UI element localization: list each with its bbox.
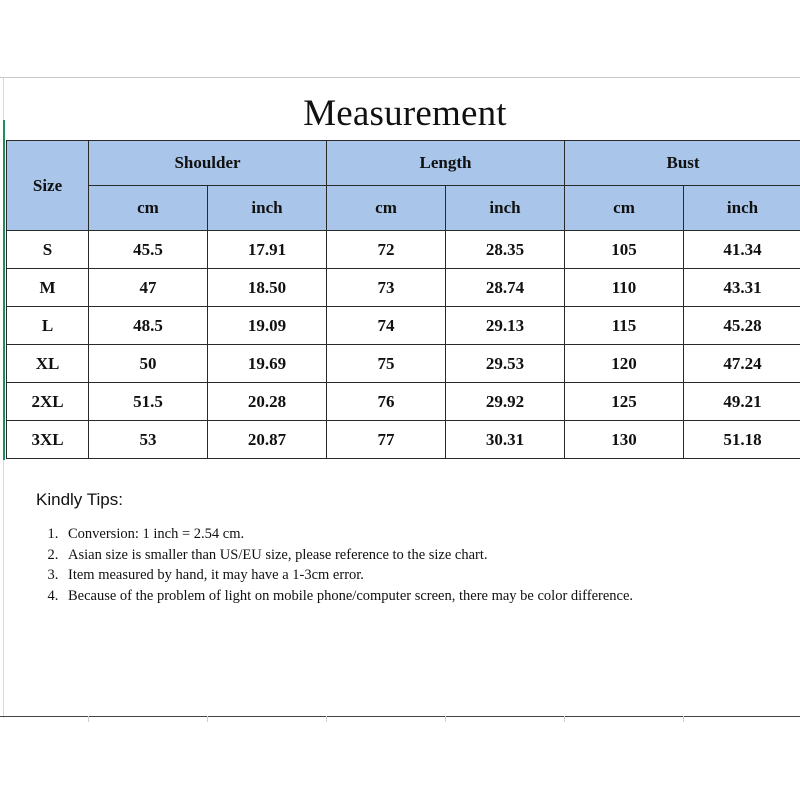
table-cell: 130 bbox=[565, 421, 684, 459]
table-cell: 49.21 bbox=[684, 383, 800, 421]
table-row bbox=[7, 383, 800, 421]
table-cell: 76 bbox=[327, 383, 446, 421]
table-cell: 50 bbox=[89, 345, 208, 383]
table-cell: 29.53 bbox=[446, 345, 565, 383]
table-cell: 30.31 bbox=[446, 421, 565, 459]
table-cell: 19.09 bbox=[208, 307, 327, 345]
table-row bbox=[7, 421, 800, 459]
table-cell: 45.28 bbox=[684, 307, 800, 345]
table-cell: 73 bbox=[327, 269, 446, 307]
table-cell: 53 bbox=[89, 421, 208, 459]
sheet-bottom-border bbox=[0, 716, 800, 717]
tip-item: 1. Conversion: 1 inch = 2.54 cm. bbox=[62, 524, 736, 545]
table-cell: 120 bbox=[565, 345, 684, 383]
unit-header: inch bbox=[684, 186, 800, 231]
tip-item: 2. Asian size is smaller than US/EU size, please reference to the size chart. bbox=[62, 545, 736, 566]
table-cell: 19.69 bbox=[208, 345, 327, 383]
table-cell: 115 bbox=[565, 307, 684, 345]
table-cell: 20.28 bbox=[208, 383, 327, 421]
unit-header: cm bbox=[327, 186, 446, 231]
table-cell: 51.18 bbox=[684, 421, 800, 459]
page-title: Measurement bbox=[303, 93, 507, 134]
table-cell: 48.5 bbox=[89, 307, 208, 345]
size-cell: S bbox=[7, 231, 89, 269]
bust-header: Bust bbox=[565, 141, 800, 186]
tip-item: 4. Because of the problem of light on mobile phone/computer screen, there may be color difference. bbox=[62, 586, 736, 607]
table-cell: 28.35 bbox=[446, 231, 565, 269]
table-cell: 41.34 bbox=[684, 231, 800, 269]
table-cell: 105 bbox=[565, 231, 684, 269]
unit-header: cm bbox=[565, 186, 684, 231]
tips-list bbox=[36, 524, 736, 606]
header-row bbox=[7, 141, 800, 186]
table-cell: 17.91 bbox=[208, 231, 327, 269]
unit-header: inch bbox=[208, 186, 327, 231]
table-cell: 29.92 bbox=[446, 383, 565, 421]
table-row bbox=[7, 307, 800, 345]
table-cell: 74 bbox=[327, 307, 446, 345]
unit-header: cm bbox=[89, 186, 208, 231]
size-chart-table bbox=[6, 140, 800, 459]
size-cell: 2XL bbox=[7, 383, 89, 421]
tips-section bbox=[36, 490, 736, 606]
size-cell: 3XL bbox=[7, 421, 89, 459]
table-cell: 20.87 bbox=[208, 421, 327, 459]
table-cell: 47.24 bbox=[684, 345, 800, 383]
tips-title: Kindly Tips: bbox=[36, 490, 123, 509]
table-cell: 18.50 bbox=[208, 269, 327, 307]
selection-accent-line bbox=[3, 120, 5, 460]
unit-header-row bbox=[7, 186, 800, 231]
tip-item: 3. Item measured by hand, it may have a 1-3cm error. bbox=[62, 565, 736, 586]
size-cell: M bbox=[7, 269, 89, 307]
table-cell: 125 bbox=[565, 383, 684, 421]
table-cell: 29.13 bbox=[446, 307, 565, 345]
table-cell: 72 bbox=[327, 231, 446, 269]
table-row bbox=[7, 231, 800, 269]
size-cell: XL bbox=[7, 345, 89, 383]
unit-header: inch bbox=[446, 186, 565, 231]
size-header: Size bbox=[7, 141, 89, 231]
table-cell: 75 bbox=[327, 345, 446, 383]
table-cell: 47 bbox=[89, 269, 208, 307]
shoulder-header: Shoulder bbox=[89, 141, 327, 186]
table-cell: 28.74 bbox=[446, 269, 565, 307]
length-header: Length bbox=[327, 141, 565, 186]
table-cell: 45.5 bbox=[89, 231, 208, 269]
table-row bbox=[7, 269, 800, 307]
size-cell: L bbox=[7, 307, 89, 345]
table-row bbox=[7, 345, 800, 383]
table-cell: 110 bbox=[565, 269, 684, 307]
table-cell: 51.5 bbox=[89, 383, 208, 421]
table-cell: 43.31 bbox=[684, 269, 800, 307]
table-cell: 77 bbox=[327, 421, 446, 459]
